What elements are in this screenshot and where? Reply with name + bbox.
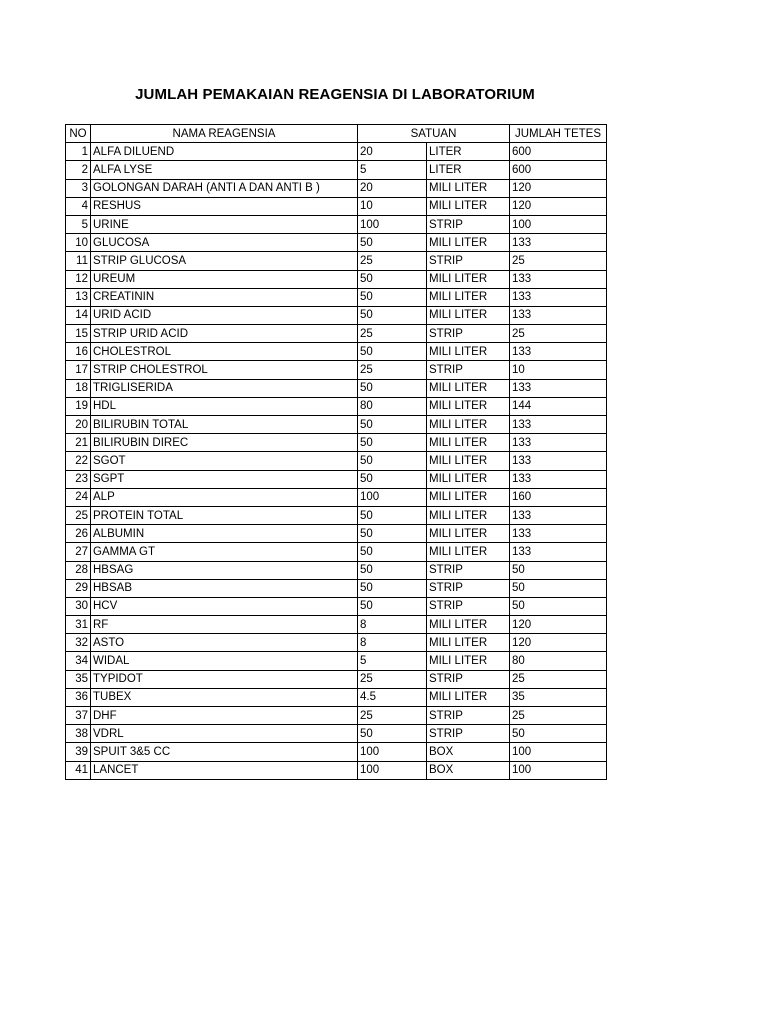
jumlah-tetes: 133 — [510, 416, 607, 434]
satuan-quantity: 25 — [358, 361, 427, 379]
satuan-unit: MILI LITER — [427, 179, 510, 197]
satuan-unit: MILI LITER — [427, 288, 510, 306]
row-number: 17 — [66, 361, 91, 379]
satuan-unit: STRIP — [427, 561, 510, 579]
table-row — [66, 470, 607, 488]
satuan-quantity: 50 — [358, 452, 427, 470]
reagent-name: SPUIT 3&5 CC — [91, 743, 358, 761]
satuan-unit: MILI LITER — [427, 652, 510, 670]
jumlah-tetes: 133 — [510, 452, 607, 470]
satuan-quantity: 8 — [358, 634, 427, 652]
row-number: 4 — [66, 197, 91, 215]
row-number: 39 — [66, 743, 91, 761]
jumlah-tetes: 133 — [510, 506, 607, 524]
row-number: 1 — [66, 143, 91, 161]
satuan-unit: MILI LITER — [427, 343, 510, 361]
jumlah-tetes: 120 — [510, 634, 607, 652]
row-number: 37 — [66, 707, 91, 725]
jumlah-tetes: 133 — [510, 306, 607, 324]
table-header-row — [66, 125, 607, 143]
row-number: 23 — [66, 470, 91, 488]
row-number: 28 — [66, 561, 91, 579]
jumlah-tetes: 133 — [510, 343, 607, 361]
reagent-name: ALFA LYSE — [91, 161, 358, 179]
reagent-name: LANCET — [91, 761, 358, 779]
table-row — [66, 416, 607, 434]
satuan-unit: STRIP — [427, 579, 510, 597]
reagent-usage-table — [65, 124, 607, 780]
table-row — [66, 506, 607, 524]
table-row — [66, 452, 607, 470]
satuan-quantity: 100 — [358, 743, 427, 761]
jumlah-tetes: 25 — [510, 325, 607, 343]
satuan-quantity: 5 — [358, 652, 427, 670]
jumlah-tetes: 120 — [510, 616, 607, 634]
document-title: JUMLAH PEMAKAIAN REAGENSIA DI LABORATORIUM — [135, 86, 535, 103]
jumlah-tetes: 600 — [510, 143, 607, 161]
satuan-unit: MILI LITER — [427, 434, 510, 452]
row-number: 34 — [66, 652, 91, 670]
table-row — [66, 543, 607, 561]
reagent-name: HBSAB — [91, 579, 358, 597]
table-row — [66, 434, 607, 452]
row-number: 26 — [66, 525, 91, 543]
reagent-name: URINE — [91, 215, 358, 233]
table-row — [66, 215, 607, 233]
table-row — [66, 670, 607, 688]
table-row — [66, 761, 607, 779]
table-row — [66, 397, 607, 415]
row-number: 3 — [66, 179, 91, 197]
row-number: 19 — [66, 397, 91, 415]
row-number: 29 — [66, 579, 91, 597]
row-number: 16 — [66, 343, 91, 361]
satuan-unit: MILI LITER — [427, 452, 510, 470]
reagent-name: ALBUMIN — [91, 525, 358, 543]
satuan-unit: STRIP — [427, 252, 510, 270]
satuan-quantity: 50 — [358, 343, 427, 361]
satuan-quantity: 100 — [358, 215, 427, 233]
table-row — [66, 197, 607, 215]
row-number: 32 — [66, 634, 91, 652]
satuan-quantity: 10 — [358, 197, 427, 215]
satuan-unit: MILI LITER — [427, 470, 510, 488]
reagent-name: BILIRUBIN DIREC — [91, 434, 358, 452]
satuan-unit: MILI LITER — [427, 234, 510, 252]
column-header-name: NAMA REAGENSIA — [91, 125, 358, 143]
jumlah-tetes: 133 — [510, 270, 607, 288]
satuan-unit: MILI LITER — [427, 397, 510, 415]
table-row — [66, 707, 607, 725]
reagent-name: SGOT — [91, 452, 358, 470]
reagent-name: HCV — [91, 597, 358, 615]
satuan-quantity: 25 — [358, 325, 427, 343]
table-row — [66, 252, 607, 270]
satuan-unit: MILI LITER — [427, 634, 510, 652]
satuan-quantity: 25 — [358, 670, 427, 688]
table-row — [66, 561, 607, 579]
table-row — [66, 161, 607, 179]
jumlah-tetes: 25 — [510, 252, 607, 270]
row-number: 20 — [66, 416, 91, 434]
jumlah-tetes: 50 — [510, 561, 607, 579]
row-number: 35 — [66, 670, 91, 688]
satuan-unit: STRIP — [427, 725, 510, 743]
row-number: 2 — [66, 161, 91, 179]
satuan-unit: STRIP — [427, 670, 510, 688]
satuan-unit: MILI LITER — [427, 543, 510, 561]
jumlah-tetes: 133 — [510, 234, 607, 252]
reagent-name: RESHUS — [91, 197, 358, 215]
table-row — [66, 688, 607, 706]
satuan-quantity: 5 — [358, 161, 427, 179]
satuan-unit: STRIP — [427, 361, 510, 379]
row-number: 5 — [66, 215, 91, 233]
jumlah-tetes: 25 — [510, 670, 607, 688]
jumlah-tetes: 120 — [510, 197, 607, 215]
table-row — [66, 343, 607, 361]
reagent-name: CHOLESTROL — [91, 343, 358, 361]
reagent-name: ALFA DILUEND — [91, 143, 358, 161]
table-row — [66, 143, 607, 161]
satuan-unit: MILI LITER — [427, 379, 510, 397]
satuan-quantity: 50 — [358, 288, 427, 306]
row-number: 13 — [66, 288, 91, 306]
satuan-quantity: 50 — [358, 234, 427, 252]
table-row — [66, 525, 607, 543]
row-number: 36 — [66, 688, 91, 706]
row-number: 10 — [66, 234, 91, 252]
row-number: 15 — [66, 325, 91, 343]
satuan-quantity: 25 — [358, 707, 427, 725]
satuan-quantity: 100 — [358, 761, 427, 779]
jumlah-tetes: 50 — [510, 579, 607, 597]
row-number: 21 — [66, 434, 91, 452]
jumlah-tetes: 120 — [510, 179, 607, 197]
satuan-unit: MILI LITER — [427, 197, 510, 215]
jumlah-tetes: 25 — [510, 707, 607, 725]
jumlah-tetes: 600 — [510, 161, 607, 179]
reagent-name: SGPT — [91, 470, 358, 488]
table-row — [66, 270, 607, 288]
satuan-unit: MILI LITER — [427, 525, 510, 543]
row-number: 12 — [66, 270, 91, 288]
reagent-name: CREATININ — [91, 288, 358, 306]
reagent-name: ALP — [91, 488, 358, 506]
jumlah-tetes: 50 — [510, 597, 607, 615]
satuan-quantity: 50 — [358, 270, 427, 288]
jumlah-tetes: 35 — [510, 688, 607, 706]
reagent-name: STRIP CHOLESTROL — [91, 361, 358, 379]
reagent-name: VDRL — [91, 725, 358, 743]
jumlah-tetes: 160 — [510, 488, 607, 506]
reagent-name: TUBEX — [91, 688, 358, 706]
column-header-satuan: SATUAN — [358, 125, 510, 143]
jumlah-tetes: 50 — [510, 725, 607, 743]
satuan-unit: STRIP — [427, 597, 510, 615]
table-row — [66, 634, 607, 652]
satuan-unit: STRIP — [427, 215, 510, 233]
table-row — [66, 488, 607, 506]
table-row — [66, 306, 607, 324]
satuan-quantity: 80 — [358, 397, 427, 415]
reagent-name: DHF — [91, 707, 358, 725]
table-body — [66, 143, 607, 780]
reagent-name: URID ACID — [91, 306, 358, 324]
column-header-jumlah-tetes: JUMLAH TETES — [510, 125, 607, 143]
satuan-unit: LITER — [427, 161, 510, 179]
row-number: 25 — [66, 506, 91, 524]
row-number: 38 — [66, 725, 91, 743]
satuan-quantity: 50 — [358, 379, 427, 397]
satuan-quantity: 50 — [358, 470, 427, 488]
satuan-quantity: 20 — [358, 143, 427, 161]
reagent-name: GLUCOSA — [91, 234, 358, 252]
row-number: 11 — [66, 252, 91, 270]
jumlah-tetes: 133 — [510, 434, 607, 452]
satuan-quantity: 4.5 — [358, 688, 427, 706]
satuan-quantity: 8 — [358, 616, 427, 634]
satuan-quantity: 50 — [358, 725, 427, 743]
reagent-name: BILIRUBIN TOTAL — [91, 416, 358, 434]
row-number: 27 — [66, 543, 91, 561]
table-row — [66, 743, 607, 761]
satuan-quantity: 50 — [358, 597, 427, 615]
reagent-name: GOLONGAN DARAH (ANTI A DAN ANTI B ) — [91, 179, 358, 197]
jumlah-tetes: 133 — [510, 288, 607, 306]
table-row — [66, 616, 607, 634]
satuan-quantity: 50 — [358, 506, 427, 524]
satuan-unit: LITER — [427, 143, 510, 161]
column-header-no: NO — [66, 125, 91, 143]
reagent-name: HDL — [91, 397, 358, 415]
jumlah-tetes: 100 — [510, 743, 607, 761]
satuan-unit: MILI LITER — [427, 306, 510, 324]
row-number: 18 — [66, 379, 91, 397]
table-row — [66, 361, 607, 379]
reagent-name: PROTEIN TOTAL — [91, 506, 358, 524]
reagent-name: GAMMA GT — [91, 543, 358, 561]
satuan-quantity: 50 — [358, 306, 427, 324]
reagent-name: WIDAL — [91, 652, 358, 670]
satuan-quantity: 50 — [358, 434, 427, 452]
row-number: 22 — [66, 452, 91, 470]
satuan-quantity: 100 — [358, 488, 427, 506]
row-number: 31 — [66, 616, 91, 634]
satuan-quantity: 50 — [358, 543, 427, 561]
table-row — [66, 652, 607, 670]
row-number: 14 — [66, 306, 91, 324]
reagent-name: TYPIDOT — [91, 670, 358, 688]
reagent-name: RF — [91, 616, 358, 634]
satuan-unit: MILI LITER — [427, 416, 510, 434]
reagent-name: HBSAG — [91, 561, 358, 579]
table-row — [66, 379, 607, 397]
jumlah-tetes: 133 — [510, 543, 607, 561]
jumlah-tetes: 10 — [510, 361, 607, 379]
jumlah-tetes: 144 — [510, 397, 607, 415]
row-number: 24 — [66, 488, 91, 506]
reagent-name: STRIP URID ACID — [91, 325, 358, 343]
table-row — [66, 288, 607, 306]
table-row — [66, 325, 607, 343]
jumlah-tetes: 80 — [510, 652, 607, 670]
reagent-name: UREUM — [91, 270, 358, 288]
satuan-unit: STRIP — [427, 707, 510, 725]
reagent-name: ASTO — [91, 634, 358, 652]
table-row — [66, 179, 607, 197]
jumlah-tetes: 133 — [510, 525, 607, 543]
satuan-unit: MILI LITER — [427, 506, 510, 524]
satuan-quantity: 50 — [358, 416, 427, 434]
satuan-quantity: 50 — [358, 579, 427, 597]
satuan-unit: BOX — [427, 743, 510, 761]
satuan-quantity: 20 — [358, 179, 427, 197]
table-row — [66, 597, 607, 615]
row-number: 41 — [66, 761, 91, 779]
satuan-quantity: 25 — [358, 252, 427, 270]
satuan-unit: STRIP — [427, 325, 510, 343]
jumlah-tetes: 100 — [510, 761, 607, 779]
satuan-quantity: 50 — [358, 525, 427, 543]
table-row — [66, 234, 607, 252]
satuan-unit: BOX — [427, 761, 510, 779]
reagent-name: STRIP GLUCOSA — [91, 252, 358, 270]
satuan-unit: MILI LITER — [427, 488, 510, 506]
satuan-unit: MILI LITER — [427, 616, 510, 634]
reagent-name: TRIGLISERIDA — [91, 379, 358, 397]
jumlah-tetes: 133 — [510, 470, 607, 488]
table-row — [66, 725, 607, 743]
jumlah-tetes: 133 — [510, 379, 607, 397]
jumlah-tetes: 100 — [510, 215, 607, 233]
satuan-unit: MILI LITER — [427, 688, 510, 706]
table-row — [66, 579, 607, 597]
satuan-quantity: 50 — [358, 561, 427, 579]
satuan-unit: MILI LITER — [427, 270, 510, 288]
row-number: 30 — [66, 597, 91, 615]
